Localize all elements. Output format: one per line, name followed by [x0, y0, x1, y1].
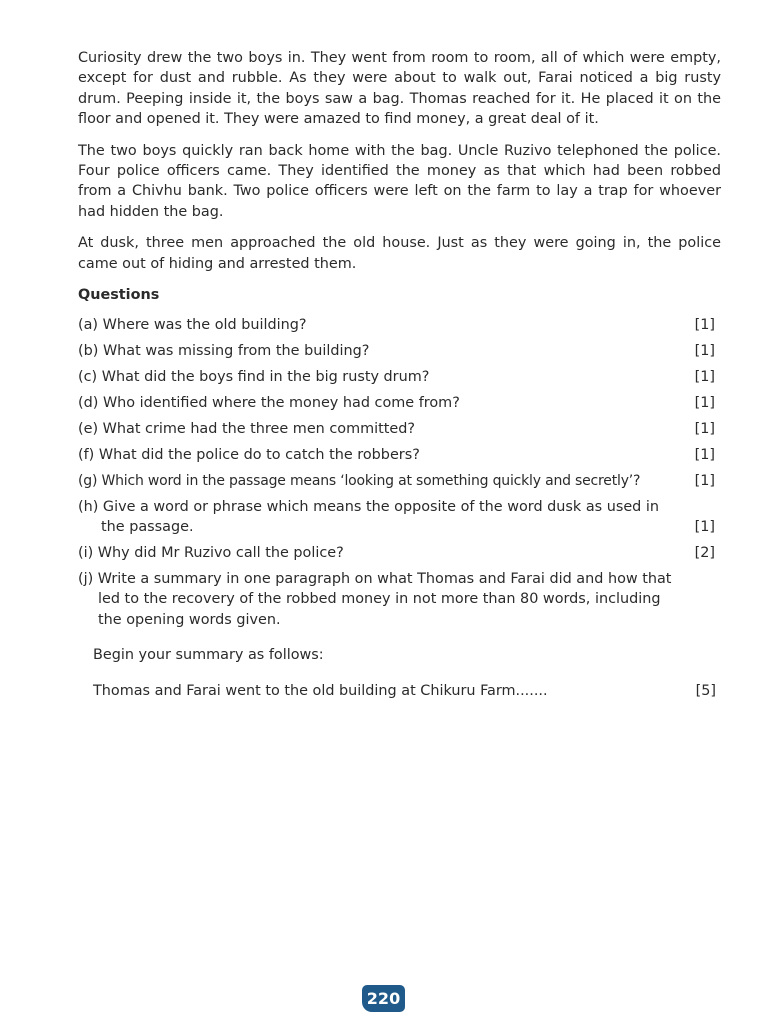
question-c: [78, 367, 721, 387]
passage-paragraph-2: The two boys quickly ran back home with the bag. Uncle Ruzivo telephoned the police. Four police officers came. They identified the money as that which had been robbed from a Chivhu bank. Two police officers were left on the farm to lay a trap for whoever had hidden the bag.: [78, 142, 721, 220]
summary-opening-text: Thomas and Farai went to the old building at Chikuru Farm.......: [93, 682, 548, 699]
question-text: (a) Where was the old building?: [78, 317, 307, 334]
question-mark: [1]: [694, 343, 715, 360]
question-g: [78, 471, 721, 491]
questions-heading: Questions: [78, 287, 160, 304]
passage-paragraph-1: Curiosity drew the two boys in. They went from room to room, all of which were empty, except for dust and rubble. As they were about to walk out, Farai noticed a big rusty drum. Peeping inside it, the boys saw a bag. Thomas reached for it. He placed it on the floor and opened it. They were amazed to find money, a great deal of it.: [78, 50, 721, 128]
question-text: (j) Write a summary in one paragraph on what Thomas and Farai did and how that led to the recovery of the robbed money in not more than 80 words, including the opening words given.: [78, 571, 672, 628]
question-mark: [1]: [694, 317, 715, 334]
question-mark: [1]: [694, 472, 715, 489]
question-j: [78, 569, 721, 630]
question-mark: [1]: [694, 421, 715, 438]
question-mark: [1]: [694, 447, 715, 463]
question-mark: [1]: [694, 369, 715, 386]
summary-opening-line: [93, 681, 721, 701]
question-text: (g) Which word in the passage means ‘looking at something quickly and secretly’?: [78, 472, 641, 489]
question-text: (d) Who identified where the money had come from?: [78, 395, 460, 412]
question-d: [78, 393, 721, 413]
question-text: (f) What did the police do to catch the robbers?: [78, 447, 420, 463]
question-mark: [1]: [694, 519, 715, 536]
page-number-badge: 220: [362, 985, 405, 1012]
question-text: (i) Why did Mr Ruzivo call the police?: [78, 545, 344, 562]
passage-paragraph-3: At dusk, three men approached the old house. Just as they were going in, the police came out of hiding and arrested them.: [78, 235, 721, 272]
summary-mark: [5]: [695, 682, 716, 699]
question-e: [78, 419, 721, 439]
question-f: [78, 445, 721, 465]
question-i: [78, 543, 721, 563]
question-text: (b) What was missing from the building?: [78, 343, 370, 360]
summary-instruction: Begin your summary as follows:: [93, 647, 324, 664]
question-mark: [2]: [694, 545, 715, 562]
page-content: [78, 48, 721, 701]
question-h: [78, 497, 721, 538]
question-mark: [1]: [694, 395, 715, 412]
question-text: (c) What did the boys find in the big rusty drum?: [78, 369, 430, 386]
question-b: [78, 341, 721, 361]
question-a: [78, 315, 721, 335]
question-text: (h) Give a word or phrase which means the opposite of the word dusk as used in the passage.: [78, 498, 660, 536]
question-text: (e) What crime had the three men committed?: [78, 421, 416, 438]
